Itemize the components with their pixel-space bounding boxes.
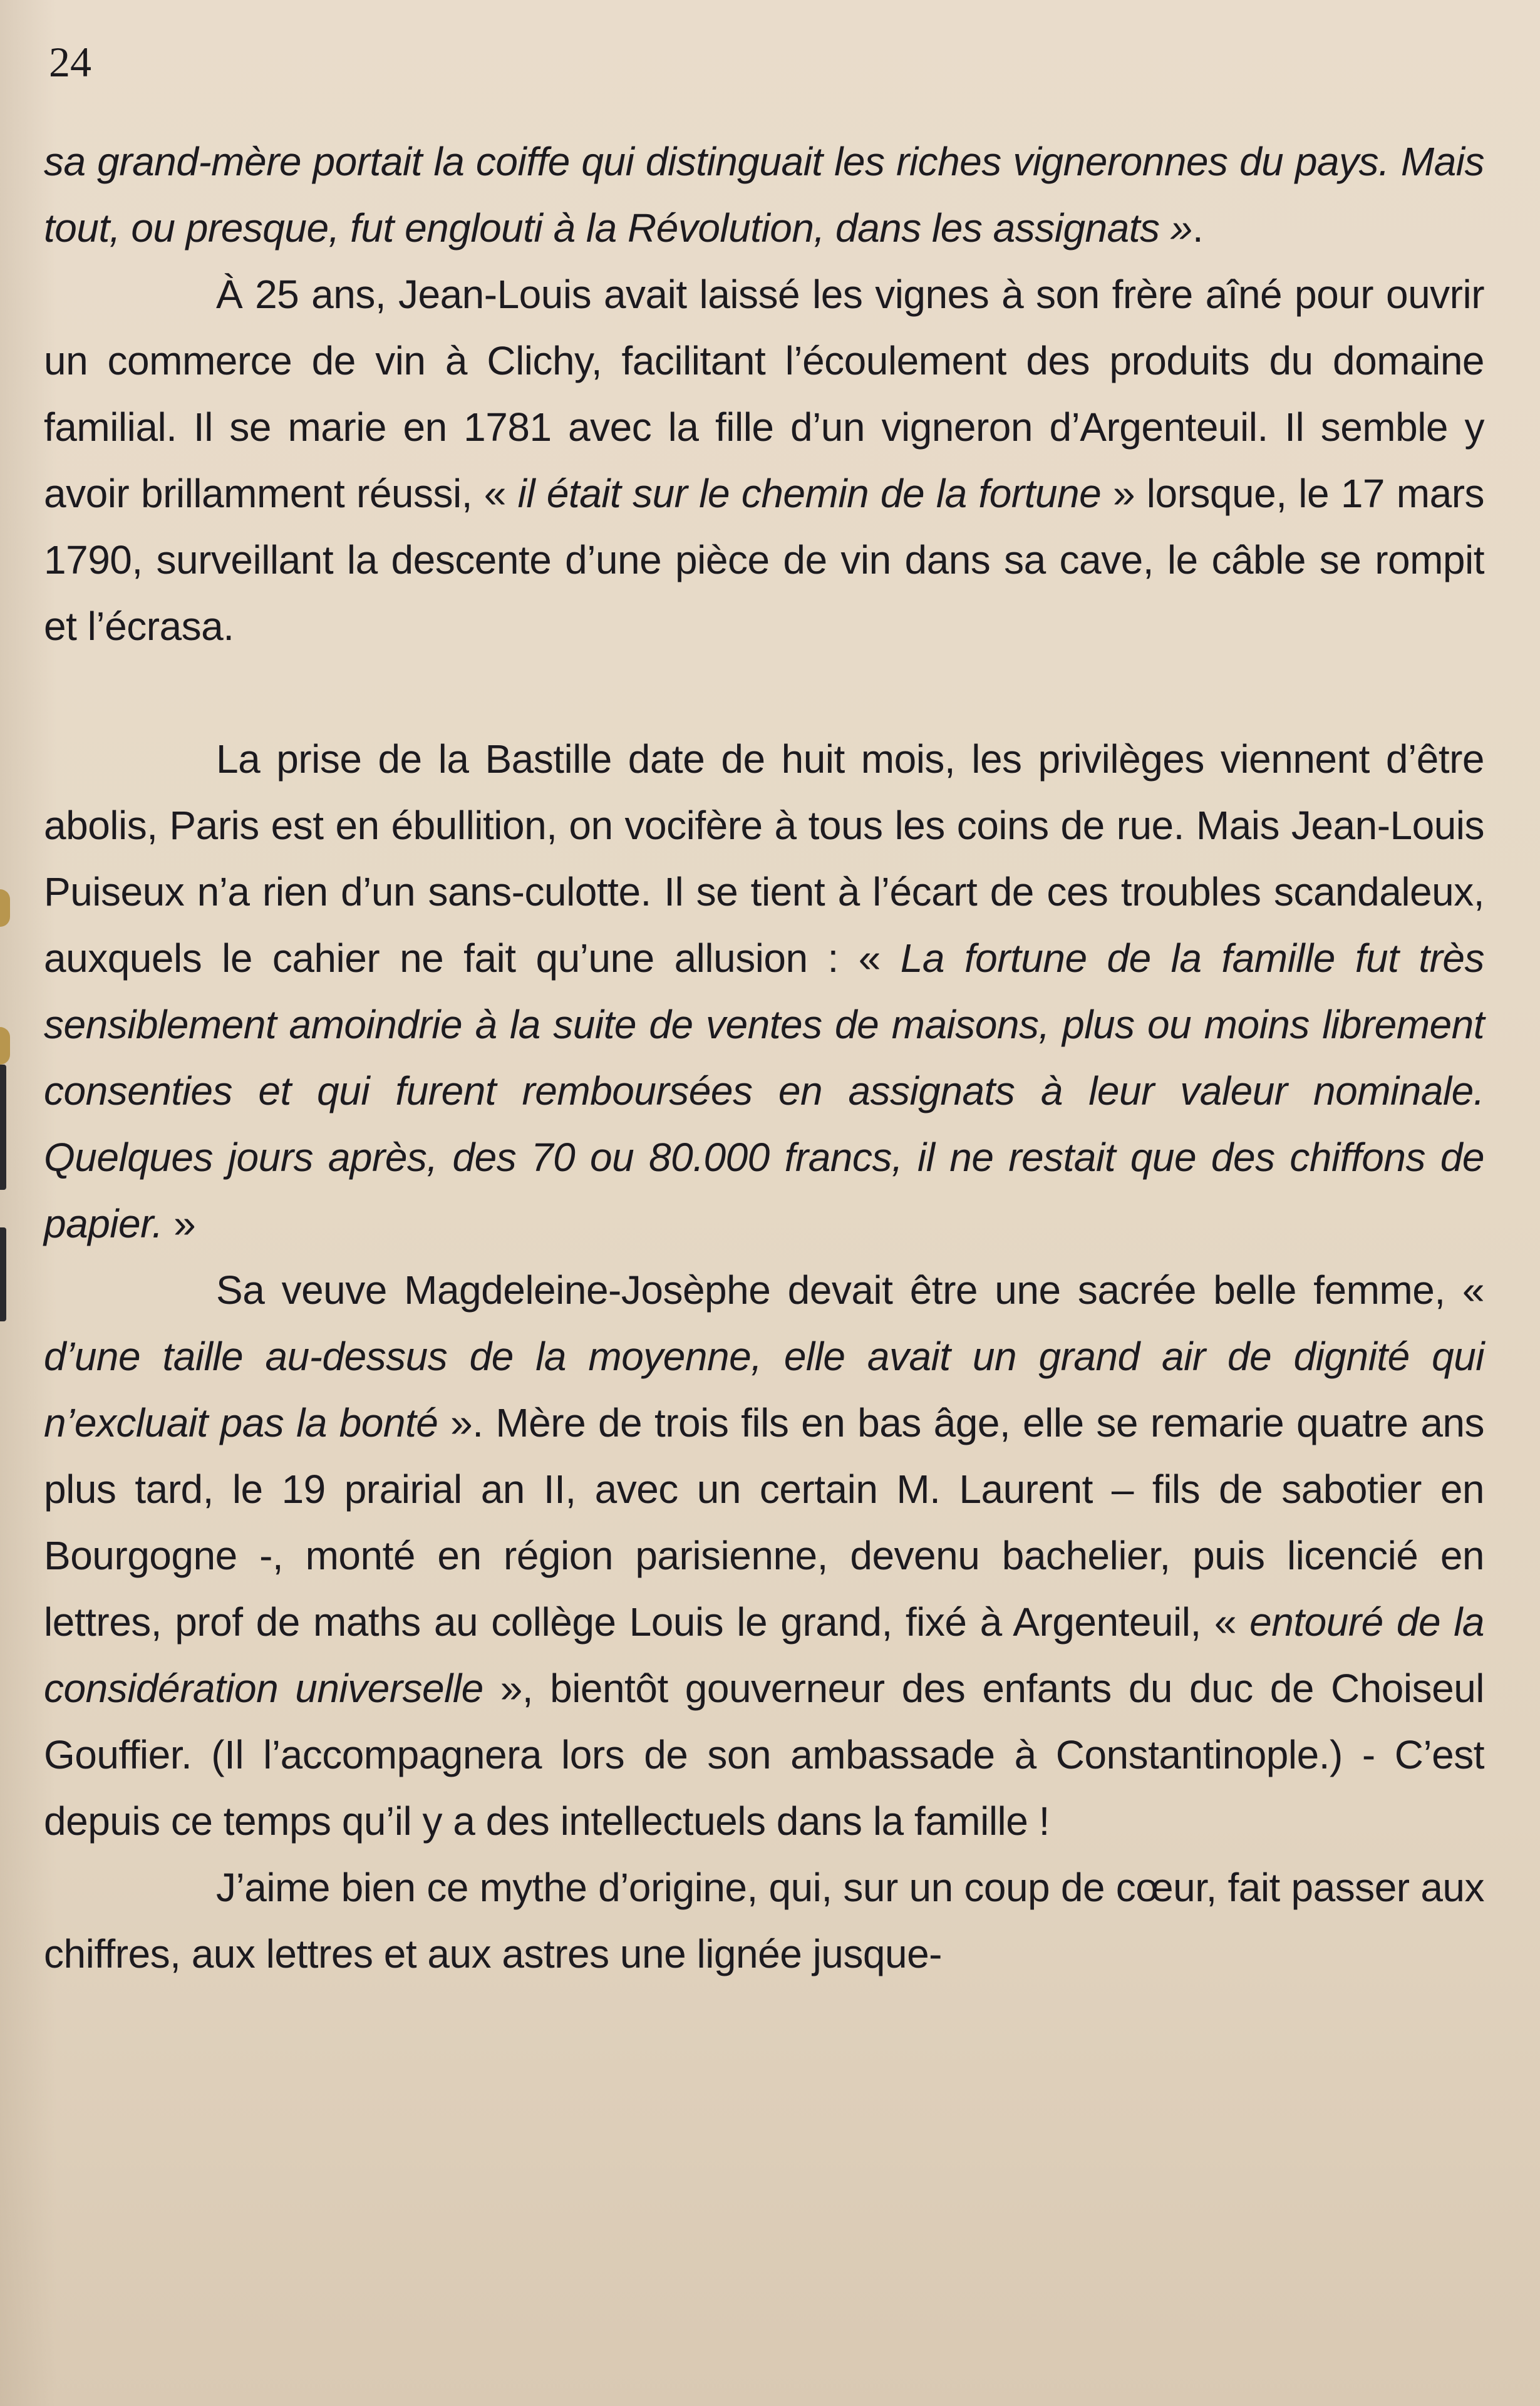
body-text — [44, 128, 1484, 1987]
text-run: À 25 ans, Jean-Louis avait laissé les vignes à son frère aîné pour ouvrir un commerce de vin à Clichy, facilitant l’écoulement des produits du domaine familial. Il se marie en 1781 avec la fille d’un vigneron d’Argenteuil. Il semble y avoir brillamment réussi, « — [44, 272, 1484, 516]
text-run: Sa veuve Magdeleine-Josèphe devait être une sacrée belle femme, « — [216, 1268, 1484, 1313]
text-run: La prise de la Bastille date de huit mois, les privilèges viennent d’être abolis, Paris est en ébullition, on vocifère à tous les coins de rue. Mais Jean-Louis Puiseux n’a rien d’un sans-culotte. Il se tient à l’écart de ces troubles scandaleux, auxquels le cahier ne fait qu’une allusion : « — [44, 736, 1484, 981]
page-number: 24 — [49, 38, 91, 86]
paragraph — [44, 1257, 1484, 1854]
text-run: . — [1192, 205, 1204, 250]
quotation-text: d’une taille au-dessus de la moyenne, elle avait un grand air de dignité qui n’excluait pas la bonté — [44, 1334, 1484, 1445]
text-run: J’aime bien ce mythe d’origine, qui, sur un coup de cœur, fait passer aux chiffres, aux lettres et aux astres une lignée jusque- — [44, 1865, 1484, 1976]
quotation-text: entouré de la considération universelle — [44, 1599, 1485, 1711]
quotation-text: sa grand-mère portait la coiffe qui distinguait les riches vigneronnes du pays. Mais tout, ou presque, fut englouti à la Révolution, dans les assignats » — [44, 139, 1484, 250]
paragraph — [44, 726, 1484, 1257]
binding-gold-mark — [0, 889, 10, 927]
paragraph — [44, 128, 1484, 261]
quotation-text: La fortune de la famille fut très sensiblement amoindrie à la suite de ventes de maisons, plus ou moins librement consenties et qui furent remboursées en assignats à leur valeur nominale. Quelques jours après, des 70 ou 80.000 francs, il ne restait que des chiffons de papier. — [44, 936, 1485, 1246]
paragraph — [44, 1854, 1484, 1987]
paragraph — [44, 261, 1484, 659]
text-run: ». Mère de trois fils en bas âge, elle se remarie quatre ans plus tard, le 19 prairial an II, avec un certain M. Laurent – fils de sabotier en Bourgogne -, monté en région parisienne, devenu bachelier, puis licencié en lettres, prof de maths au collège Louis le grand, fixé à Argenteuil, « — [44, 1400, 1485, 1644]
binding-dark-mark — [0, 1227, 6, 1321]
text-run: » — [162, 1201, 196, 1246]
text-run: » lorsque, le 17 mars 1790, surveillant la descente d’une pièce de vin dans sa cave, le câble se rompit et l’écrasa. — [44, 471, 1484, 649]
binding-gold-mark — [0, 1027, 10, 1065]
binding-dark-mark — [0, 1065, 6, 1190]
text-run: », bientôt gouverneur des enfants du duc de Choiseul Gouffier. (Il l’accompagnera lors de son ambassade à Constantinople.) - C’est depuis ce temps qu’il y a des intellectuels dans la famille ! — [44, 1666, 1485, 1844]
quotation-text: il était sur le chemin de la fortune — [517, 471, 1102, 516]
